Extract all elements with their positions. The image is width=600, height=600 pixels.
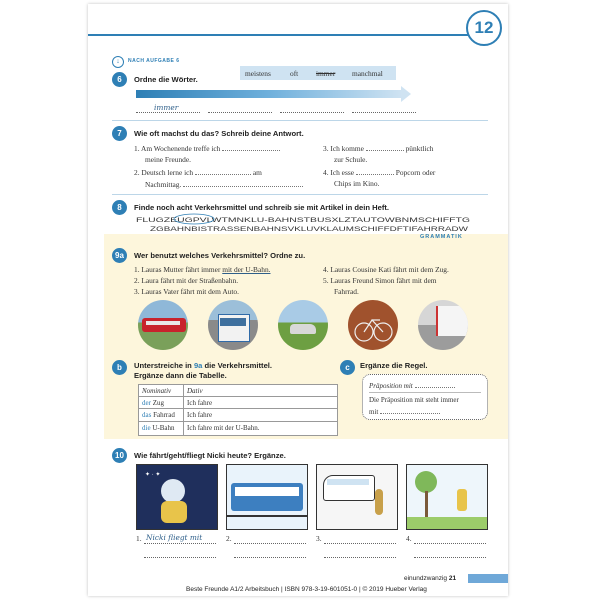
sentence-text: 4. Ich esse Popcorn oder <box>323 168 436 177</box>
answer-line[interactable] <box>234 556 306 558</box>
word-chip-crossed: immer <box>316 69 336 78</box>
snake-line-1: FLUGZEUGPVLWTMNKLU-BAHNSTBUSXLZTAUTOWBNMSCHIFFTG <box>136 217 471 224</box>
answer-number: 4. <box>406 534 412 543</box>
exercise-instruction: Wer benutzt welches Verkehrsmittel? Ordne zu. <box>134 251 306 260</box>
answer-line[interactable] <box>414 556 486 558</box>
handwritten-answer: immer <box>154 103 179 112</box>
train-photo <box>138 300 188 350</box>
table-cell: der Zug <box>142 399 164 407</box>
table-cell: Ich fahre <box>187 399 213 407</box>
exercise-number: 8 <box>112 200 127 215</box>
answer-line[interactable] <box>414 542 486 544</box>
section-tab <box>468 574 508 589</box>
answer-number: 3. <box>316 534 322 543</box>
section-tab-label: Hörer <box>472 583 485 589</box>
grammar-label: GRAMMATIK <box>420 234 463 240</box>
answer-number: 2. <box>226 534 232 543</box>
page-number-word: einundzwanzig 21 <box>404 575 457 582</box>
answer-line[interactable] <box>234 542 306 544</box>
rule-text: mit <box>369 406 440 416</box>
tram-photo <box>208 300 258 350</box>
grammar-table <box>138 384 338 436</box>
illustration-night: ✦ · ✦ <box>136 464 218 530</box>
answer-line[interactable] <box>144 542 216 544</box>
word-chip: meistens <box>245 69 271 78</box>
illustration-tram <box>226 464 308 530</box>
exercise-letter: c <box>340 360 355 375</box>
table-header: Nominativ <box>142 387 172 395</box>
rule-text: Präposition mit <box>369 380 455 390</box>
sentence-text: 2. Deutsch lerne ich am <box>134 168 262 177</box>
rule-text: Die Präposition mit steht immer <box>369 396 459 404</box>
arrow-right-icon <box>401 86 411 102</box>
table-cell: Ich fahre mit der U-Bahn. <box>187 424 260 432</box>
exercise-number: 9a <box>112 248 127 263</box>
subway-photo <box>418 300 468 350</box>
sentence-text: Nachmittag. <box>145 179 303 189</box>
after-task-label: NACH AUFGABE 6 <box>128 58 180 64</box>
exercise-instruction: Ordne die Wörter. <box>134 75 198 84</box>
exercise-letter: b <box>112 360 127 375</box>
exercise-number: 10 <box>112 448 127 463</box>
table-cell: die U-Bahn <box>142 424 175 432</box>
table-cell: das Fahrrad <box>142 411 175 419</box>
sentence-text: 1. Lauras Mutter fährt immer mit der U-Bahn. <box>134 265 271 274</box>
workbook-page <box>88 4 508 596</box>
answer-line[interactable] <box>324 542 396 544</box>
answer-line[interactable] <box>208 111 272 113</box>
answer-line[interactable] <box>352 111 416 113</box>
answer-number: 1. <box>136 534 142 543</box>
exercise-instruction: Ergänze dann die Tabelle. <box>134 371 227 380</box>
sentence-text: zur Schule. <box>334 155 368 164</box>
handwritten-answer: Nicki fliegt mit <box>146 533 203 542</box>
exercise-instruction: Wie fährt/geht/fliegt Nicki heute? Ergänze. <box>134 451 286 460</box>
table-header: Dativ <box>187 387 203 395</box>
sentence-text: Chips im Kino. <box>334 179 380 188</box>
exercise-instruction: Unterstreiche in 9a die Verkehrsmittel. <box>134 361 273 370</box>
sentence-text: meine Freunde. <box>145 155 191 164</box>
answer-line[interactable] <box>144 556 216 558</box>
car-photo <box>278 300 328 350</box>
exercise-instruction: Ergänze die Regel. <box>360 361 428 370</box>
sentence-text: 3. Lauras Vater fährt mit dem Auto. <box>134 287 239 296</box>
sentence-text: 4. Lauras Cousine Kati fährt mit dem Zug. <box>323 265 449 274</box>
sentence-text: 1. Am Wochenende treffe ich <box>134 143 280 153</box>
exercise-instruction: Finde noch acht Verkehrsmittel und schreib sie mit Artikel in dein Heft. <box>134 203 390 212</box>
answer-line[interactable] <box>280 111 344 113</box>
sentence-text: 5. Lauras Freund Simon fährt mit dem <box>323 276 437 285</box>
rule-box <box>362 374 488 420</box>
exercise-instruction: Wie oft machst du das? Schreib deine Antwort. <box>134 129 304 138</box>
sentence-text: Fahrrad. <box>334 287 359 296</box>
bicycle-photo <box>348 300 398 350</box>
header-rule <box>88 34 474 36</box>
answer-line[interactable] <box>324 556 396 558</box>
word-chip: oft <box>290 69 299 78</box>
sentence-text: 3. Ich komme pünktlich <box>323 144 434 153</box>
copyright-line: Beste Freunde A1/2 Arbeitsbuch | ISBN 978-3-19-601051-0 | © 2019 Hueber Verlag <box>186 586 427 593</box>
scale-arrow-bar <box>136 90 402 98</box>
divider <box>112 120 488 121</box>
word-snake <box>134 213 474 233</box>
sentence-text: 2. Laura fährt mit der Straßenbahn. <box>134 276 239 285</box>
arrow-down-icon: ↓ <box>112 56 124 68</box>
page-number-badge: 12 <box>466 10 502 46</box>
answer-line[interactable] <box>136 111 200 113</box>
exercise-number: 7 <box>112 126 127 141</box>
snake-line-2: ZGBAHNBISTRASSENBAHNSVKLUVKLAUMSCHIFFDFTIFAHRRADW <box>150 226 469 233</box>
illustration-walking <box>406 464 488 530</box>
illustration-train <box>316 464 398 530</box>
divider <box>112 194 488 195</box>
exercise-number: 6 <box>112 72 127 87</box>
word-chip: manchmal <box>352 69 383 78</box>
table-cell: Ich fahre <box>187 411 213 419</box>
